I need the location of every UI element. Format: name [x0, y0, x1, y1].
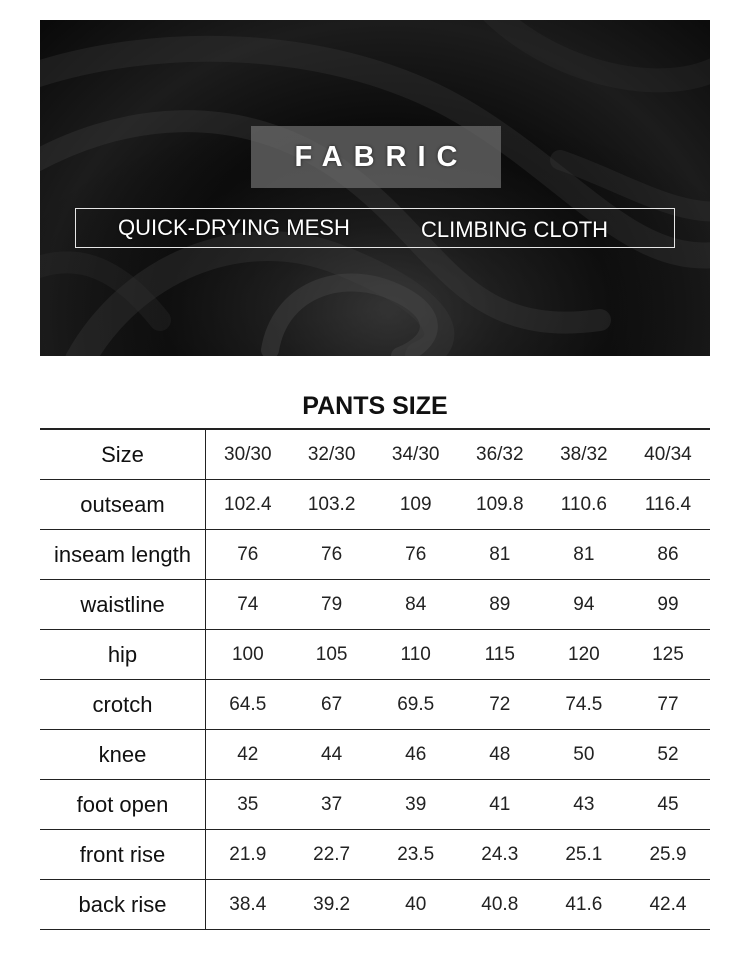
- table-cell: 64.5: [206, 680, 290, 730]
- table-cell: 40.8: [458, 880, 542, 930]
- table-cell: 94: [542, 580, 626, 630]
- table-cell: 109: [374, 480, 458, 530]
- row-label: foot open: [40, 780, 206, 830]
- table-cell: 39.2: [290, 880, 374, 930]
- table-cell: 40: [374, 880, 458, 930]
- table-cell: 46: [374, 730, 458, 780]
- table-cell: 25.1: [542, 830, 626, 880]
- table-cell: 77: [626, 680, 710, 730]
- table-cell: 35: [206, 780, 290, 830]
- size-header-cell: 32/30: [290, 429, 374, 480]
- table-cell: 81: [458, 530, 542, 580]
- table-cell: 23.5: [374, 830, 458, 880]
- table-cell: 41.6: [542, 880, 626, 930]
- table-cell: 48: [458, 730, 542, 780]
- table-cell: 89: [458, 580, 542, 630]
- table-cell: 72: [458, 680, 542, 730]
- table-row: [40, 830, 710, 880]
- table-cell: 44: [290, 730, 374, 780]
- table-cell: 105: [290, 630, 374, 680]
- table-row: [40, 630, 710, 680]
- table-cell: 76: [206, 530, 290, 580]
- table-cell: 52: [626, 730, 710, 780]
- row-label: waistline: [40, 580, 206, 630]
- table-cell: 102.4: [206, 480, 290, 530]
- table-cell: 109.8: [458, 480, 542, 530]
- table-cell: 42.4: [626, 880, 710, 930]
- fabric-banner: [40, 20, 710, 356]
- size-header-cell: 34/30: [374, 429, 458, 480]
- table-cell: 110.6: [542, 480, 626, 530]
- row-label: Size: [40, 429, 206, 480]
- fabric-title-box: [251, 126, 501, 188]
- table-row: [40, 580, 710, 630]
- row-label: knee: [40, 730, 206, 780]
- table-row: [40, 730, 710, 780]
- table-cell: 39: [374, 780, 458, 830]
- table-cell: 99: [626, 580, 710, 630]
- size-header-cell: 36/32: [458, 429, 542, 480]
- table-row: [40, 780, 710, 830]
- table-cell: 81: [542, 530, 626, 580]
- table-cell: 79: [290, 580, 374, 630]
- table-cell: 76: [290, 530, 374, 580]
- table-cell: 43: [542, 780, 626, 830]
- fabric-tags-frame: [75, 208, 675, 248]
- table-cell: 84: [374, 580, 458, 630]
- table-row: [40, 680, 710, 730]
- black-fabric-swirl-image: [40, 20, 710, 356]
- table-cell: 103.2: [290, 480, 374, 530]
- table-cell: 100: [206, 630, 290, 680]
- size-header-cell: 30/30: [206, 429, 290, 480]
- table-cell: 45: [626, 780, 710, 830]
- table-cell: 74.5: [542, 680, 626, 730]
- pants-size-table: [40, 428, 710, 930]
- row-label: hip: [40, 630, 206, 680]
- table-cell: 69.5: [374, 680, 458, 730]
- table-header-row: [40, 429, 710, 480]
- table-cell: 125: [626, 630, 710, 680]
- table-cell: 42: [206, 730, 290, 780]
- table-cell: 38.4: [206, 880, 290, 930]
- row-label: front rise: [40, 830, 206, 880]
- row-label: outseam: [40, 480, 206, 530]
- table-row: [40, 530, 710, 580]
- row-label: inseam length: [40, 530, 206, 580]
- table-cell: 22.7: [290, 830, 374, 880]
- fabric-title: FABRIC: [294, 140, 469, 173]
- table-cell: 41: [458, 780, 542, 830]
- table-cell: 67: [290, 680, 374, 730]
- table-cell: 37: [290, 780, 374, 830]
- table-cell: 116.4: [626, 480, 710, 530]
- table-cell: 24.3: [458, 830, 542, 880]
- table-cell: 86: [626, 530, 710, 580]
- table-cell: 76: [374, 530, 458, 580]
- table-cell: 21.9: [206, 830, 290, 880]
- row-label: crotch: [40, 680, 206, 730]
- size-table-title: PANTS SIZE: [302, 392, 448, 420]
- size-header-cell: 40/34: [626, 429, 710, 480]
- table-cell: 25.9: [626, 830, 710, 880]
- table-row: [40, 480, 710, 530]
- table-cell: 110: [374, 630, 458, 680]
- table-row: [40, 880, 710, 930]
- fabric-tag-climbing-cloth: CLIMBING CLOTH: [421, 217, 609, 242]
- table-cell: 120: [542, 630, 626, 680]
- table-cell: 74: [206, 580, 290, 630]
- size-header-cell: 38/32: [542, 429, 626, 480]
- table-cell: 50: [542, 730, 626, 780]
- fabric-tag-mesh: QUICK-DRYING MESH: [118, 215, 350, 240]
- table-cell: 115: [458, 630, 542, 680]
- row-label: back rise: [40, 880, 206, 930]
